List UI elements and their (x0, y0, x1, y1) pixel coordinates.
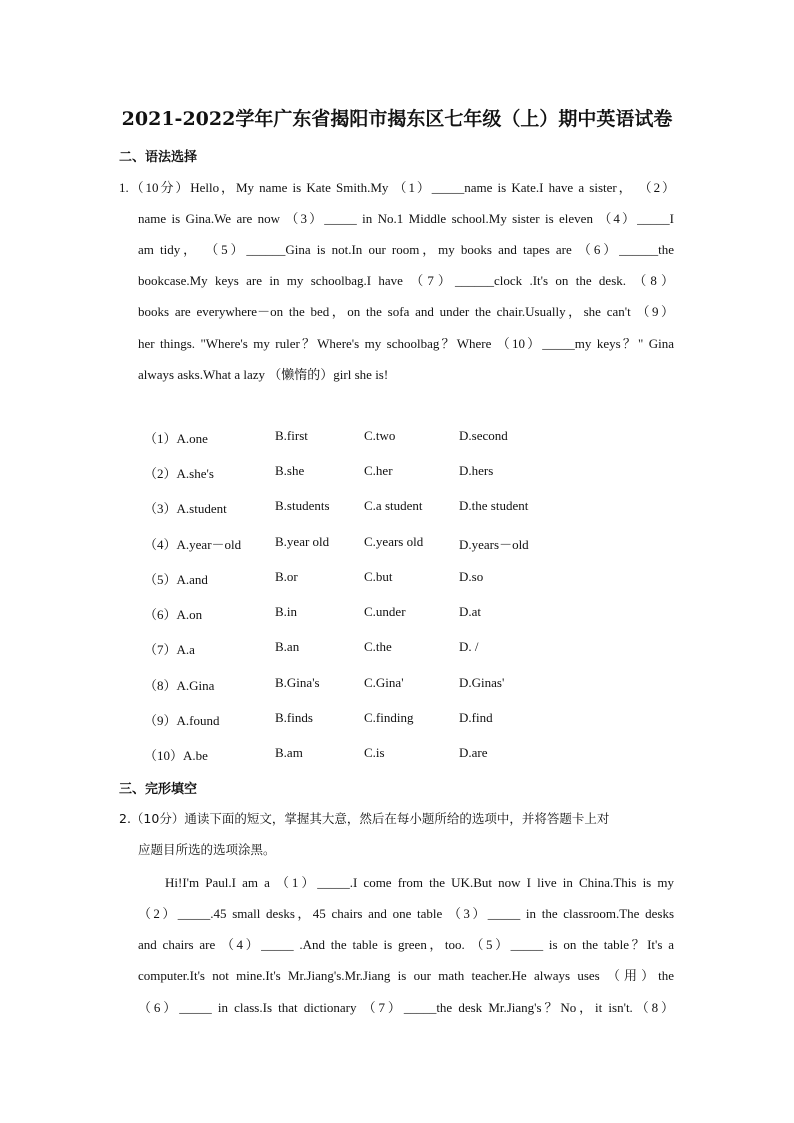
option-c: C.her (364, 463, 393, 478)
section-grammar-heading: 二、语法选择 (119, 150, 198, 165)
option-row (0, 534, 794, 552)
option-row (0, 745, 794, 763)
question-1-line: always asks.What a lazy （懒惰的）girl she is! (138, 367, 389, 382)
option-row (0, 463, 794, 481)
option-row (0, 498, 794, 516)
question-1-line: books are everywhere－on the bed，on the sofa and under the chair.Usually，she can't （9） (138, 304, 674, 319)
option-c: C.under (364, 604, 406, 619)
option-c: C.two (364, 428, 396, 443)
option-b: B.an (275, 639, 300, 654)
option-row (0, 428, 794, 446)
option-number: （6）A.on (144, 607, 203, 622)
passage-line: （6）_____ in class.Is that dictionary （7）_____the desk Mr.Jiang's？No，it isn't.（8） (138, 1000, 674, 1015)
option-row (0, 569, 794, 587)
option-b: B.she (275, 463, 305, 478)
option-row (0, 604, 794, 622)
option-row (0, 675, 794, 693)
option-c: C.years old (364, 534, 424, 549)
option-d: D.find (459, 710, 493, 725)
option-number: （7）A.a (144, 642, 195, 657)
option-b: B.finds (275, 710, 313, 725)
option-b: B.students (275, 498, 330, 513)
option-c: C.a student (364, 498, 423, 513)
option-c: C.finding (364, 710, 414, 725)
option-b: B.in (275, 604, 298, 619)
option-row (0, 639, 794, 657)
passage-line: and chairs are （4）_____ .And the table is green，too. （5）_____ is on the table？It's a (138, 937, 674, 952)
option-number: （10）A.be (144, 748, 208, 763)
section-cloze-heading: 三、完形填空 (119, 782, 198, 797)
question-2-head: 2.（10分）通读下面的短文，掌握其大意，然后在每小题所给的选项中，并将答题卡上对 (119, 811, 610, 826)
exam-title: 2021-2022学年广东省揭阳市揭东区七年级（上）期中英语试卷 (121, 108, 673, 130)
passage-line: （2）_____.45 small desks，45 chairs and one table （3）_____ in the classroom.The desks (138, 906, 674, 921)
option-number: （2）A.she's (144, 466, 214, 481)
option-number: （5）A.and (144, 572, 208, 587)
question-1-line: her things. "Where's my ruler？Where's my schoolbag？Where （10）_____my keys？" Gina (138, 336, 674, 351)
question-2-instruction: 应题目所选的选项涂黑。 (138, 842, 276, 857)
option-b: B.am (275, 745, 303, 760)
option-row (0, 710, 794, 728)
option-b: B.first (275, 428, 308, 443)
question-1-head: 1.（10分）Hello，My name is Kate Smith.My （1）_____name is Kate.I have a sister， （2） (119, 180, 675, 195)
question-1-line: am tidy， （5）______Gina is not.In our room，my books and tapes are （6）______the (138, 242, 674, 257)
question-1-line: name is Gina.We are now （3）_____ in No.1 Middle school.My sister is eleven （4）_____I (138, 211, 674, 226)
option-number: （4）A.year－old (144, 537, 242, 552)
option-d: D. / (459, 639, 479, 654)
option-c: C.is (364, 745, 385, 760)
passage-line: computer.It's not mine.It's Mr.Jiang's.Mr.Jiang is our math teacher.He always uses （用）the (138, 968, 674, 983)
option-d: D.second (459, 428, 508, 443)
option-d: D.Ginas' (459, 675, 505, 690)
option-number: （9）A.found (144, 713, 220, 728)
option-number: （1）A.one (144, 431, 208, 446)
option-b: B.or (275, 569, 298, 584)
option-d: D.the student (459, 498, 529, 513)
option-d: D.so (459, 569, 484, 584)
option-number: （3）A.student (144, 501, 227, 516)
option-b: B.Gina's (275, 675, 320, 690)
option-d: D.hers (459, 463, 494, 478)
option-d: D.at (459, 604, 482, 619)
option-c: C.Gina' (364, 675, 404, 690)
option-c: C.the (364, 639, 392, 654)
question-1-line: bookcase.My keys are in my schoolbag.I have （7）______clock .It's on the desk. （8） (138, 273, 674, 288)
passage-line: Hi!I'm Paul.I am a （1）_____.I come from the UK.But now I live in China.This is my (165, 875, 674, 890)
option-d: D.are (459, 745, 488, 760)
option-d: D.years－old (459, 537, 529, 552)
option-number: （8）A.Gina (144, 678, 215, 693)
option-b: B.year old (275, 534, 330, 549)
option-c: C.but (364, 569, 393, 584)
